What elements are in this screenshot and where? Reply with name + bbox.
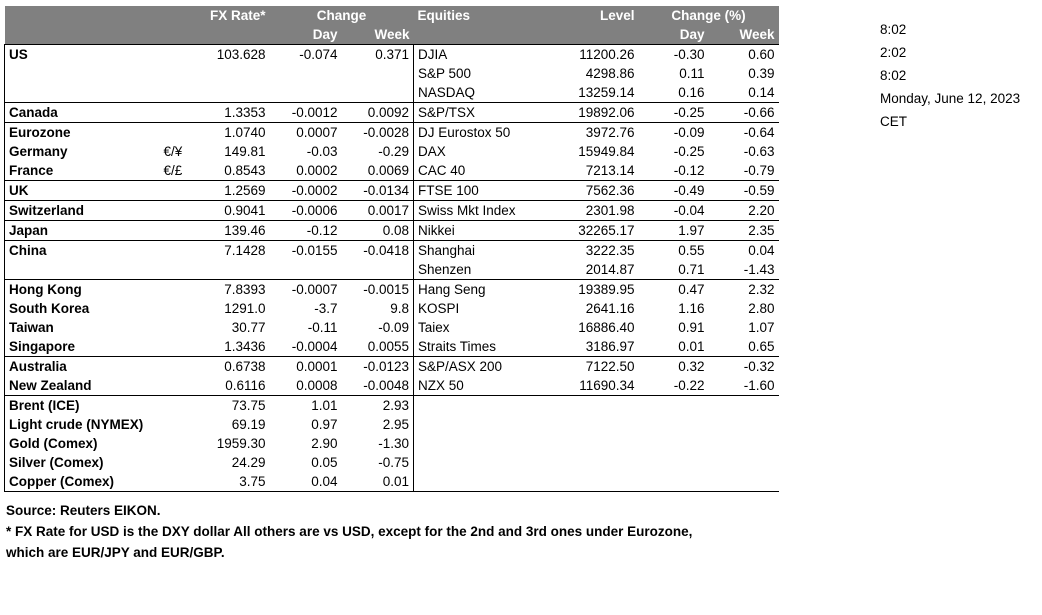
row-equity-level <box>554 396 639 416</box>
row-equity-day: -0.25 <box>639 103 709 123</box>
row-equity-week: 0.65 <box>748 339 775 354</box>
header-eq-week: Week <box>709 25 779 45</box>
row-equity-day: 1.97 <box>639 221 709 241</box>
row-equity-day: 0.55 <box>639 241 709 261</box>
row-equity-level: 4298.86 <box>585 66 635 81</box>
row-equity-name: KOSPI <box>418 301 460 316</box>
row-equity-name: CAC 40 <box>418 163 466 178</box>
row-equity-level <box>554 434 639 453</box>
row-fx-day: 0.0007 <box>270 123 342 143</box>
row-name: Hong Kong <box>5 280 160 300</box>
row-name: France <box>5 161 160 181</box>
row-fx-day: 2.90 <box>311 436 338 451</box>
row-symbol <box>160 415 188 434</box>
row-equity-level: 11200.26 <box>554 45 639 65</box>
row-equity-level: 13259.14 <box>578 85 635 100</box>
row-fx-rate: 103.628 <box>188 45 270 65</box>
row-fx-day: -0.0004 <box>291 339 338 354</box>
footnote-2: which are EUR/JPY and EUR/GBP. <box>6 545 225 560</box>
row-fx-day <box>270 83 342 103</box>
row-name <box>5 260 160 280</box>
row-equity-level: 2641.16 <box>585 301 635 316</box>
row-name: Japan <box>5 221 160 241</box>
row-equity-level: 19389.95 <box>554 280 639 300</box>
header-week: Week <box>342 25 414 45</box>
row-equity-name <box>414 415 554 434</box>
row-symbol <box>160 453 188 472</box>
row-fx-rate: 3.75 <box>188 472 270 492</box>
page <box>0 6 1042 615</box>
row-equity-day: 0.91 <box>678 320 705 335</box>
header-blank-2 <box>5 25 270 45</box>
row-fx-rate: 7.1428 <box>188 241 270 261</box>
row-fx-rate: 0.6738 <box>188 357 270 377</box>
row-name: Brent (ICE) <box>5 396 160 416</box>
table-row <box>5 357 779 377</box>
row-equity-name: S&P/ASX 200 <box>414 357 554 377</box>
row-name: China <box>5 241 160 261</box>
header-level: Level <box>554 6 639 25</box>
row-equity-week: -0.59 <box>709 181 779 201</box>
row-equity-day: 0.11 <box>679 66 705 81</box>
row-fx-week: -0.29 <box>342 142 414 161</box>
row-fx-day: -3.7 <box>314 301 338 316</box>
row-symbol <box>160 241 188 261</box>
row-equity-week: -1.43 <box>743 262 775 277</box>
row-equity-level <box>554 453 639 472</box>
row-name: Australia <box>5 357 160 377</box>
notes-block <box>6 500 1042 563</box>
row-fx-day: 0.05 <box>311 455 338 470</box>
row-fx-day: 0.0008 <box>296 378 338 393</box>
row-symbol <box>160 357 188 377</box>
row-equity-week <box>709 453 779 472</box>
row-equity-week <box>709 396 779 416</box>
row-equity-day: 0.32 <box>639 357 709 377</box>
row-equity-week: -0.63 <box>743 144 775 159</box>
table-row <box>5 318 779 337</box>
row-equity-week: 0.39 <box>748 66 775 81</box>
row-fx-rate: 1.0740 <box>188 123 270 143</box>
table-row <box>5 181 779 201</box>
row-symbol <box>160 103 188 123</box>
header-equities: Equities <box>414 6 554 25</box>
row-fx-rate: 1291.0 <box>224 301 266 316</box>
row-equity-day: 0.01 <box>678 339 705 354</box>
clock-line-1: 8:02 <box>880 22 907 37</box>
header-blank-3 <box>414 25 639 45</box>
clock-panel <box>880 18 1020 133</box>
row-equity-week <box>709 434 779 453</box>
table-row <box>5 142 779 161</box>
header-blank <box>5 6 188 25</box>
row-fx-rate: 73.75 <box>188 396 270 416</box>
row-equity-day: -0.09 <box>639 123 709 143</box>
row-fx-week: 2.93 <box>342 396 414 416</box>
row-equity-name: NASDAQ <box>418 85 476 100</box>
market-data-table <box>4 6 779 492</box>
header-fx-rate: FX Rate* <box>188 6 270 25</box>
table-row <box>5 103 779 123</box>
row-symbol <box>160 318 188 337</box>
row-symbol <box>160 472 188 492</box>
row-equity-name: Shenzen <box>418 262 472 277</box>
row-equity-week <box>709 415 779 434</box>
row-equity-name: S&P/TSX <box>414 103 554 123</box>
row-symbol <box>160 299 188 318</box>
row-name <box>5 83 160 103</box>
table-row <box>5 396 779 416</box>
table-row <box>5 280 779 300</box>
row-fx-week: 0.0069 <box>342 161 414 181</box>
row-equity-name <box>414 434 554 453</box>
row-equity-day: -0.22 <box>673 378 705 393</box>
row-fx-rate <box>188 64 270 83</box>
row-equity-week: -0.79 <box>743 163 775 178</box>
row-equity-week: -0.66 <box>709 103 779 123</box>
row-fx-day: -0.03 <box>306 144 338 159</box>
table-row <box>5 83 779 103</box>
table-row <box>5 472 779 492</box>
row-fx-day: 0.97 <box>311 417 338 432</box>
row-equity-name: Shanghai <box>414 241 554 261</box>
row-symbol <box>160 83 188 103</box>
row-equity-week: 2.35 <box>709 221 779 241</box>
row-fx-week: 9.8 <box>342 299 414 318</box>
row-name: Copper (Comex) <box>5 472 160 492</box>
table-row <box>5 299 779 318</box>
row-name: US <box>5 45 160 65</box>
row-fx-week: -1.30 <box>342 434 414 453</box>
row-fx-week: -0.0123 <box>342 357 414 377</box>
row-symbol: €/¥ <box>163 144 183 159</box>
row-fx-day: 0.0001 <box>270 357 342 377</box>
row-name: Silver (Comex) <box>5 453 160 472</box>
row-fx-day: 0.04 <box>270 472 342 492</box>
row-name: Switzerland <box>5 201 160 221</box>
row-fx-rate: 0.6116 <box>225 378 266 393</box>
clock-line-2: 2:02 <box>880 45 907 60</box>
row-symbol <box>160 123 188 143</box>
row-equity-day: -0.04 <box>639 201 709 221</box>
footnote-1: * FX Rate for USD is the DXY dollar All others are vs USD, except for the 2nd and 3rd ones under Eurozone, <box>6 524 693 539</box>
row-equity-day <box>639 396 709 416</box>
row-equity-name: DJ Eurostox 50 <box>414 123 554 143</box>
row-fx-week: 0.01 <box>342 472 414 492</box>
row-equity-week: 0.60 <box>709 45 779 65</box>
row-equity-day <box>639 472 709 492</box>
row-equity-level: 7562.36 <box>554 181 639 201</box>
row-symbol <box>160 396 188 416</box>
row-equity-day: -0.12 <box>673 163 705 178</box>
row-fx-day <box>270 64 342 83</box>
row-fx-week: 2.95 <box>342 415 414 434</box>
row-name: South Korea <box>5 299 160 318</box>
clock-timezone: CET <box>880 114 907 129</box>
row-equity-day <box>639 415 709 434</box>
row-equity-week: 0.04 <box>709 241 779 261</box>
row-fx-rate: 1.3436 <box>224 339 266 354</box>
table-row <box>5 64 779 83</box>
row-equity-name <box>414 472 554 492</box>
row-symbol <box>160 376 188 396</box>
row-fx-week: -0.09 <box>342 318 414 337</box>
row-equity-day: 1.16 <box>678 301 705 316</box>
row-fx-week <box>342 260 414 280</box>
row-equity-name: Hang Seng <box>414 280 554 300</box>
row-equity-level: 2014.87 <box>585 262 635 277</box>
row-equity-name: NZX 50 <box>418 378 464 393</box>
row-equity-level <box>554 415 639 434</box>
row-fx-day: -0.074 <box>270 45 342 65</box>
source-note: Source: Reuters EIKON. <box>6 503 161 518</box>
row-symbol <box>160 434 188 453</box>
row-equity-level: 15949.84 <box>578 144 635 159</box>
row-fx-rate: 1.3353 <box>188 103 270 123</box>
row-equity-name: Taiex <box>418 320 450 335</box>
row-equity-name: S&P 500 <box>418 66 472 81</box>
row-symbol <box>160 280 188 300</box>
row-fx-week <box>342 64 414 83</box>
row-name <box>5 64 160 83</box>
row-equity-level: 32265.17 <box>554 221 639 241</box>
header-change-pct: Change (%) <box>639 6 779 25</box>
row-name: New Zealand <box>5 376 160 396</box>
header-change: Change <box>270 6 414 25</box>
header-row-1 <box>5 6 779 25</box>
row-equity-level <box>554 472 639 492</box>
row-equity-level: 3186.97 <box>585 339 635 354</box>
row-name: Germany <box>5 142 160 161</box>
table-row <box>5 45 779 65</box>
row-name: Taiwan <box>5 318 160 337</box>
row-symbol: €/£ <box>163 163 183 178</box>
row-equity-name: Nikkei <box>414 221 554 241</box>
row-symbol <box>160 201 188 221</box>
row-symbol <box>160 64 188 83</box>
row-equity-day: -0.30 <box>639 45 709 65</box>
row-fx-day: -0.0155 <box>270 241 342 261</box>
row-name: Gold (Comex) <box>5 434 160 453</box>
row-symbol <box>160 260 188 280</box>
row-fx-week: -0.0418 <box>342 241 414 261</box>
row-fx-day: -0.0007 <box>270 280 342 300</box>
row-name: UK <box>5 181 160 201</box>
row-name: Eurozone <box>5 123 160 143</box>
row-equity-week: 0.14 <box>748 85 775 100</box>
row-equity-level: 7213.14 <box>585 163 635 178</box>
row-fx-week: 0.08 <box>342 221 414 241</box>
row-equity-week: 2.20 <box>709 201 779 221</box>
row-equity-week: -0.64 <box>709 123 779 143</box>
row-equity-name: DAX <box>418 144 446 159</box>
row-equity-level: 7122.50 <box>554 357 639 377</box>
row-fx-week: -0.0015 <box>342 280 414 300</box>
row-fx-day <box>270 260 342 280</box>
row-equity-name <box>414 453 554 472</box>
row-equity-name <box>414 396 554 416</box>
row-fx-day: -0.0012 <box>270 103 342 123</box>
row-equity-week: -0.32 <box>709 357 779 377</box>
row-name: Light crude (NYMEX) <box>5 415 160 434</box>
row-fx-rate: 7.8393 <box>188 280 270 300</box>
table-row <box>5 453 779 472</box>
row-fx-week <box>342 83 414 103</box>
row-equity-week: 1.07 <box>748 320 775 335</box>
row-equity-day: -0.25 <box>673 144 705 159</box>
row-fx-day: -0.0006 <box>270 201 342 221</box>
table-row <box>5 434 779 453</box>
row-equity-day: 0.47 <box>639 280 709 300</box>
row-equity-day: -0.49 <box>639 181 709 201</box>
row-fx-day: 1.01 <box>270 396 342 416</box>
row-symbol <box>160 221 188 241</box>
row-equity-week <box>709 472 779 492</box>
table-row <box>5 260 779 280</box>
row-fx-rate: 149.81 <box>224 144 266 159</box>
row-equity-level: 16886.40 <box>578 320 635 335</box>
header-eq-day: Day <box>639 25 709 45</box>
row-equity-name: DJIA <box>414 45 554 65</box>
row-fx-week: 0.0092 <box>342 103 414 123</box>
row-fx-rate: 1959.30 <box>216 436 266 451</box>
row-equity-level: 3972.76 <box>554 123 639 143</box>
row-equity-week: 2.80 <box>748 301 775 316</box>
row-fx-rate <box>188 83 270 103</box>
row-fx-day: -0.11 <box>307 320 338 335</box>
row-equity-level: 11690.34 <box>579 378 635 393</box>
row-fx-week: -0.0028 <box>342 123 414 143</box>
row-fx-day: -0.0002 <box>270 181 342 201</box>
table-row <box>5 161 779 181</box>
row-equity-day: 0.16 <box>678 85 705 100</box>
row-fx-rate: 30.77 <box>231 320 266 335</box>
row-fx-rate: 0.8543 <box>224 163 266 178</box>
row-equity-week: 2.32 <box>709 280 779 300</box>
row-name: Singapore <box>5 337 160 357</box>
row-equity-day <box>639 434 709 453</box>
row-equity-level: 3222.35 <box>554 241 639 261</box>
row-fx-week: 0.0017 <box>342 201 414 221</box>
row-fx-rate: 139.46 <box>188 221 270 241</box>
table-body <box>5 45 779 492</box>
header-row-2 <box>5 25 779 45</box>
row-fx-week: -0.0134 <box>342 181 414 201</box>
row-equity-level: 19892.06 <box>554 103 639 123</box>
row-equity-day <box>639 453 709 472</box>
table-row <box>5 337 779 357</box>
row-name: Canada <box>5 103 160 123</box>
table-row <box>5 376 779 396</box>
clock-date: Monday, June 12, 2023 <box>880 91 1021 106</box>
table-row <box>5 123 779 143</box>
row-fx-rate: 1.2569 <box>188 181 270 201</box>
row-equity-name: Swiss Mkt Index <box>414 201 554 221</box>
row-fx-week: 0.0055 <box>342 337 414 357</box>
row-equity-week: -1.60 <box>743 378 775 393</box>
row-equity-name: FTSE 100 <box>414 181 554 201</box>
table-row <box>5 415 779 434</box>
header-day: Day <box>270 25 342 45</box>
row-symbol <box>160 45 188 65</box>
row-fx-rate <box>188 260 270 280</box>
row-equity-day: 0.71 <box>678 262 705 277</box>
row-symbol <box>160 181 188 201</box>
clock-line-3: 8:02 <box>880 68 907 83</box>
row-fx-week: 0.371 <box>342 45 414 65</box>
row-fx-week: -0.0048 <box>342 376 414 396</box>
row-fx-week: -0.75 <box>342 453 414 472</box>
row-symbol <box>160 337 188 357</box>
row-fx-rate: 24.29 <box>231 455 266 470</box>
table-row <box>5 201 779 221</box>
row-fx-rate: 69.19 <box>231 417 266 432</box>
table-header <box>5 6 779 45</box>
row-fx-rate: 0.9041 <box>188 201 270 221</box>
table-row <box>5 241 779 261</box>
row-fx-day: -0.12 <box>270 221 342 241</box>
row-equity-name: Straits Times <box>418 339 497 354</box>
table-row <box>5 221 779 241</box>
row-equity-level: 2301.98 <box>554 201 639 221</box>
row-fx-day: 0.0002 <box>296 163 338 178</box>
